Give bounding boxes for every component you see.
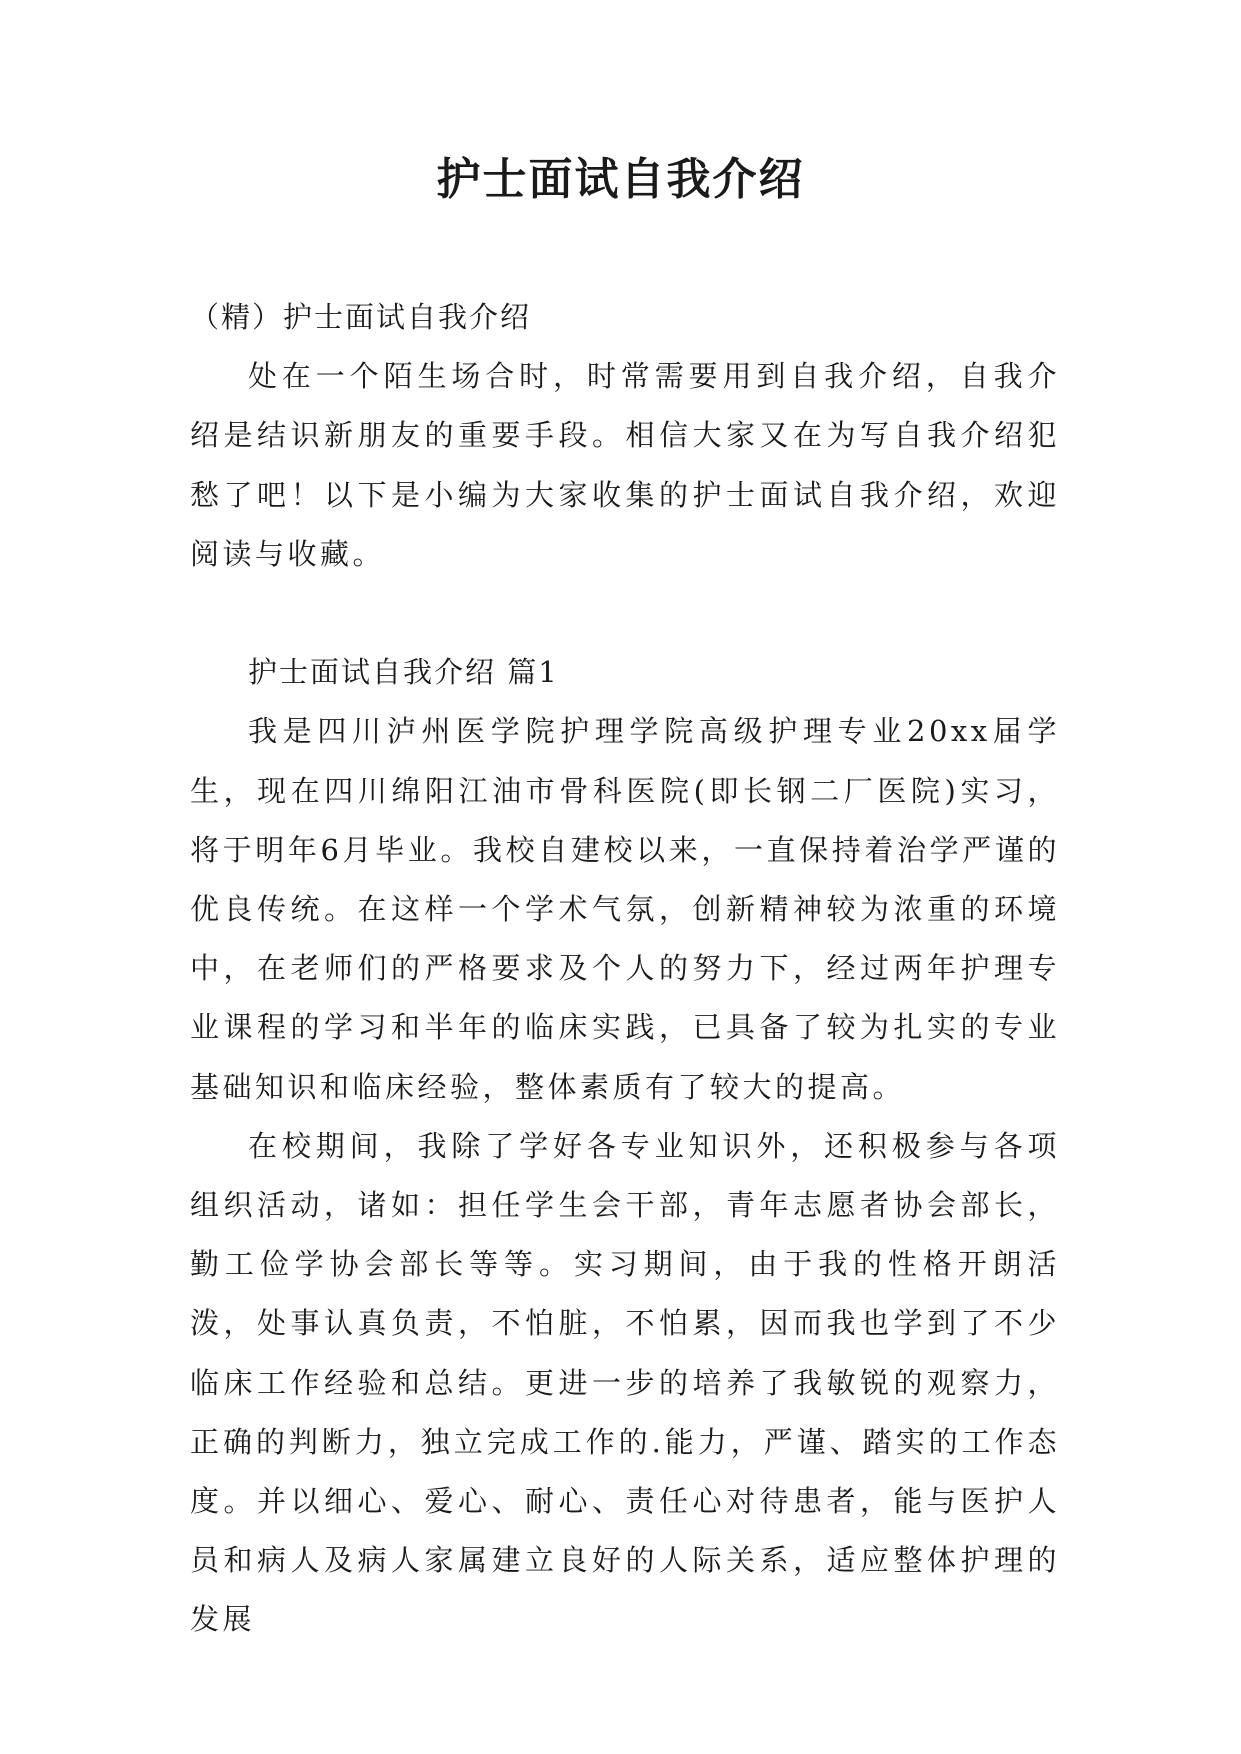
section-heading: 护士面试自我介绍 篇1 bbox=[248, 655, 559, 690]
document-title: 护士面试自我介绍 bbox=[436, 154, 805, 205]
body-paragraph-2: 在校期间，我除了学好各专业知识外，还积极参与各项组织活动，诸如：担任学生会干部，青年志愿者协会部长，勤工俭学协会部长等等。实习期间，由于我的性格开朗活泼，处事认真负责，不怕脏，不怕累，因而我也学到了不少临床工作经验和总结。更进一步的培养了我敏锐的观察力，正确的判断力，独立完成工作的.能力，严谨、踏实的工作态度。并以细心、爱心、耐心、责任心对待患者，能与医护人员和病人及病人家属建立良好的人际关系，适应整体护理的发展 bbox=[190, 1128, 1060, 1637]
intro-paragraph: 处在一个陌生场合时，时常需要用到自我介绍，自我介绍是结识新朋友的重要手段。相信大家又在为写自我介绍犯愁了吧！以下是小编为大家收集的护士面试自我介绍，欢迎阅读与收藏。 bbox=[190, 359, 1060, 571]
document-body bbox=[190, 288, 1060, 1650]
document-subtitle: （精）护士面试自我介绍 bbox=[190, 300, 532, 334]
body-paragraph-1: 我是四川泸州医学院护理学院高级护理专业20xx届学生，现在四川绵阳江油市骨科医院(即长钢二厂医院)实习，将于明年6月毕业。我校自建校以来，一直保持着治学严谨的优良传统。在这样一个学术气氛，创新精神较为浓重的环境中，在老师们的严格要求及个人的努力下，经过两年护理专业课程的学习和半年的临床实践，已具备了较为扎实的专业基础知识和临床经验，整体素质有了较大的提高。 bbox=[190, 714, 1060, 1104]
